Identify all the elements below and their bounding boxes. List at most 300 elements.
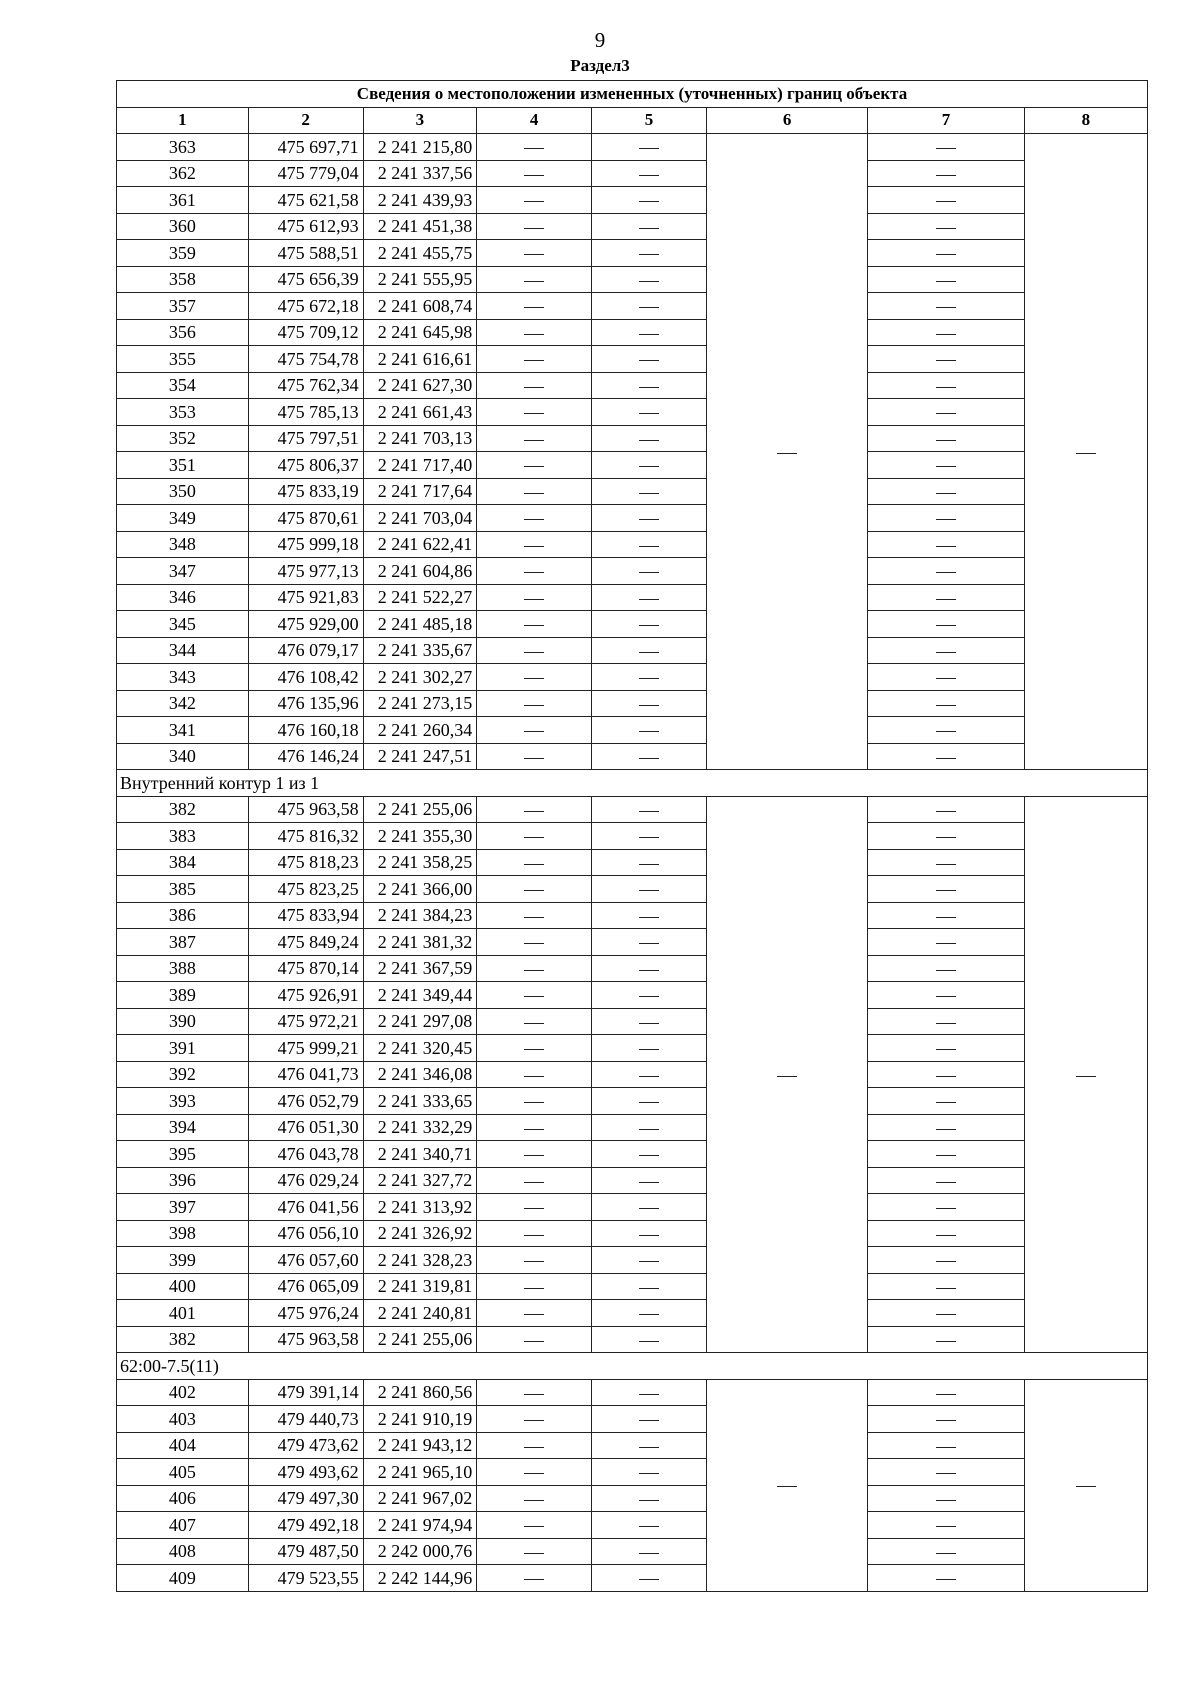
empty-value-cell <box>592 1512 707 1539</box>
empty-value-cell <box>868 1459 1024 1486</box>
empty-value-cell <box>592 929 707 956</box>
dash-mark <box>936 148 956 149</box>
empty-value-cell <box>477 796 592 823</box>
dash-mark <box>639 1208 659 1209</box>
dash-mark <box>936 1129 956 1130</box>
empty-value-cell <box>477 425 592 452</box>
coordinate-y: 2 241 328,23 <box>363 1247 477 1274</box>
table-row <box>117 346 1148 373</box>
empty-value-cell <box>477 1432 592 1459</box>
point-number: 408 <box>117 1538 249 1565</box>
coordinate-x: 479 523,55 <box>248 1565 363 1592</box>
dash-mark <box>936 546 956 547</box>
empty-value-cell <box>477 1194 592 1221</box>
coordinate-x: 475 797,51 <box>248 425 363 452</box>
point-number: 347 <box>117 558 249 585</box>
dash-mark <box>936 334 956 335</box>
coordinate-y: 2 241 381,32 <box>363 929 477 956</box>
dash-mark <box>639 413 659 414</box>
coordinate-x: 475 972,21 <box>248 1008 363 1035</box>
point-number: 386 <box>117 902 249 929</box>
point-number: 389 <box>117 982 249 1009</box>
empty-value-cell <box>592 319 707 346</box>
dash-mark <box>936 1076 956 1077</box>
table-row <box>117 240 1148 267</box>
dash-mark <box>524 254 544 255</box>
empty-value-cell <box>592 1538 707 1565</box>
coordinate-x: 475 929,00 <box>248 611 363 638</box>
dash-mark <box>524 599 544 600</box>
table-row <box>117 1300 1148 1327</box>
coordinate-x: 475 656,39 <box>248 266 363 293</box>
point-number: 346 <box>117 584 249 611</box>
dash-mark <box>936 705 956 706</box>
dash-mark <box>936 387 956 388</box>
coordinate-y: 2 241 366,00 <box>363 876 477 903</box>
dash-mark <box>524 996 544 997</box>
empty-value-cell <box>868 1326 1024 1353</box>
dash-mark <box>639 705 659 706</box>
empty-value-cell <box>868 1194 1024 1221</box>
coordinate-y: 2 241 485,18 <box>363 611 477 638</box>
table-row <box>117 531 1148 558</box>
table-row <box>117 637 1148 664</box>
dash-mark <box>524 943 544 944</box>
coordinate-x: 479 493,62 <box>248 1459 363 1486</box>
coordinate-x: 475 963,58 <box>248 796 363 823</box>
coordinate-x: 476 146,24 <box>248 743 363 770</box>
coordinate-y: 2 241 319,81 <box>363 1273 477 1300</box>
table-row <box>117 1035 1148 1062</box>
point-number: 394 <box>117 1114 249 1141</box>
dash-mark <box>524 546 544 547</box>
coordinate-y: 2 241 703,04 <box>363 505 477 532</box>
empty-value-cell <box>477 955 592 982</box>
coordinate-y: 2 241 645,98 <box>363 319 477 346</box>
empty-value-cell <box>592 717 707 744</box>
empty-value-cell <box>868 1300 1024 1327</box>
point-number: 340 <box>117 743 249 770</box>
dash-mark <box>936 1155 956 1156</box>
point-number: 392 <box>117 1061 249 1088</box>
empty-value-cell <box>592 584 707 611</box>
empty-value-cell <box>868 531 1024 558</box>
dash-mark <box>936 1341 956 1342</box>
coordinate-x: 479 497,30 <box>248 1485 363 1512</box>
empty-value-cell <box>592 796 707 823</box>
empty-value-cell <box>477 717 592 744</box>
empty-value-cell <box>477 1167 592 1194</box>
dash-mark <box>639 254 659 255</box>
dash-mark <box>639 599 659 600</box>
empty-value-cell <box>868 1008 1024 1035</box>
empty-value-cell <box>592 1326 707 1353</box>
coordinate-y: 2 241 965,10 <box>363 1459 477 1486</box>
dash-mark <box>524 387 544 388</box>
dash-mark <box>639 1182 659 1183</box>
coordinate-y: 2 242 000,76 <box>363 1538 477 1565</box>
coordinate-x: 479 492,18 <box>248 1512 363 1539</box>
empty-value-cell <box>592 611 707 638</box>
dash-mark <box>524 811 544 812</box>
table-row <box>117 293 1148 320</box>
empty-value-cell <box>592 531 707 558</box>
point-number: 387 <box>117 929 249 956</box>
dash-mark <box>639 175 659 176</box>
dash-mark <box>777 1486 797 1487</box>
empty-value-cell <box>477 1273 592 1300</box>
dash-mark <box>639 1235 659 1236</box>
empty-value-cell <box>868 240 1024 267</box>
dash-mark <box>639 864 659 865</box>
empty-value-cell <box>477 1114 592 1141</box>
point-number: 404 <box>117 1432 249 1459</box>
dash-mark <box>639 1553 659 1554</box>
coordinate-y: 2 241 910,19 <box>363 1406 477 1433</box>
empty-value-cell <box>592 1088 707 1115</box>
point-number: 348 <box>117 531 249 558</box>
dash-mark <box>639 970 659 971</box>
dash-mark <box>524 360 544 361</box>
dash-mark <box>936 1500 956 1501</box>
table-row <box>117 160 1148 187</box>
point-number: 341 <box>117 717 249 744</box>
coordinate-x: 476 108,42 <box>248 664 363 691</box>
coordinate-y: 2 241 215,80 <box>363 134 477 161</box>
coordinate-x: 476 079,17 <box>248 637 363 664</box>
point-number: 355 <box>117 346 249 373</box>
coordinate-x: 475 785,13 <box>248 399 363 426</box>
coordinate-y: 2 241 337,56 <box>363 160 477 187</box>
empty-value-cell <box>477 1008 592 1035</box>
empty-value-cell <box>592 399 707 426</box>
dash-mark <box>639 890 659 891</box>
dash-mark <box>524 1129 544 1130</box>
section-title: Раздел3 <box>570 56 630 75</box>
dash-mark <box>524 1049 544 1050</box>
coordinate-x: 475 999,21 <box>248 1035 363 1062</box>
table-row <box>117 1247 1148 1274</box>
coordinate-x: 475 818,23 <box>248 849 363 876</box>
coordinate-x: 475 762,34 <box>248 372 363 399</box>
dash-mark <box>639 1261 659 1262</box>
empty-value-cell <box>868 982 1024 1009</box>
dash-mark <box>639 1394 659 1395</box>
dash-mark <box>524 1208 544 1209</box>
point-number: 363 <box>117 134 249 161</box>
empty-value-cell <box>592 160 707 187</box>
empty-value-cell <box>868 823 1024 850</box>
coordinate-y: 2 241 522,27 <box>363 584 477 611</box>
table-row <box>117 823 1148 850</box>
empty-value-cell <box>477 160 592 187</box>
dash-mark <box>936 1553 956 1554</box>
empty-value-cell <box>592 849 707 876</box>
point-number: 403 <box>117 1406 249 1433</box>
dash-mark <box>936 413 956 414</box>
dash-mark <box>639 1155 659 1156</box>
coordinate-y: 2 241 627,30 <box>363 372 477 399</box>
empty-value-cell <box>477 399 592 426</box>
coordinate-x: 475 977,13 <box>248 558 363 585</box>
dash-mark <box>524 1288 544 1289</box>
empty-value-cell <box>592 1432 707 1459</box>
coordinate-y: 2 241 717,64 <box>363 478 477 505</box>
dash-mark <box>1076 453 1096 454</box>
column-number: 3 <box>363 107 477 134</box>
coordinate-x: 475 963,58 <box>248 1326 363 1353</box>
coordinate-y: 2 241 355,30 <box>363 823 477 850</box>
table-row <box>117 955 1148 982</box>
coordinate-x: 475 697,71 <box>248 134 363 161</box>
point-number: 382 <box>117 1326 249 1353</box>
empty-value-cell <box>868 1432 1024 1459</box>
dash-mark <box>936 890 956 891</box>
empty-value-cell <box>477 690 592 717</box>
empty-value-cell <box>868 796 1024 823</box>
dash-mark <box>936 811 956 812</box>
coordinate-x: 475 849,24 <box>248 929 363 956</box>
coordinate-y: 2 241 703,13 <box>363 425 477 452</box>
empty-value-cell <box>868 955 1024 982</box>
point-number: 397 <box>117 1194 249 1221</box>
dash-mark <box>936 837 956 838</box>
coordinate-y: 2 241 622,41 <box>363 531 477 558</box>
dash-mark <box>639 572 659 573</box>
table-body <box>117 134 1148 1592</box>
empty-value-cell <box>868 1485 1024 1512</box>
dash-mark <box>936 440 956 441</box>
empty-value-cell <box>592 505 707 532</box>
empty-value-cell <box>592 1008 707 1035</box>
empty-value-cell <box>592 1379 707 1406</box>
empty-value-cell <box>592 1459 707 1486</box>
table-row <box>117 1167 1148 1194</box>
empty-value-cell <box>868 558 1024 585</box>
point-number: 359 <box>117 240 249 267</box>
dash-mark <box>524 917 544 918</box>
coordinate-y: 2 241 255,06 <box>363 1326 477 1353</box>
coordinate-x: 475 870,14 <box>248 955 363 982</box>
empty-value-cell <box>868 1512 1024 1539</box>
coordinate-x: 479 391,14 <box>248 1379 363 1406</box>
coordinate-y: 2 241 333,65 <box>363 1088 477 1115</box>
empty-value-cell <box>868 1406 1024 1433</box>
boundary-coordinates-table <box>116 80 1148 1592</box>
point-number: 402 <box>117 1379 249 1406</box>
dash-mark <box>936 758 956 759</box>
table-row <box>117 319 1148 346</box>
table-row <box>117 1459 1148 1486</box>
empty-value-cell <box>477 1035 592 1062</box>
dash-mark <box>524 1473 544 1474</box>
table-row <box>117 1141 1148 1168</box>
column-number: 7 <box>868 107 1024 134</box>
dash-mark <box>936 360 956 361</box>
empty-value-cell <box>868 213 1024 240</box>
table-row <box>117 929 1148 956</box>
table-row <box>117 1512 1148 1539</box>
coordinate-y: 2 241 240,81 <box>363 1300 477 1327</box>
empty-value-cell <box>477 1141 592 1168</box>
dash-mark <box>639 758 659 759</box>
point-number: 405 <box>117 1459 249 1486</box>
dash-mark <box>524 466 544 467</box>
dash-mark <box>639 1500 659 1501</box>
empty-value-cell <box>477 1406 592 1433</box>
empty-value-cell <box>477 743 592 770</box>
table-row <box>117 478 1148 505</box>
table-row <box>117 1088 1148 1115</box>
point-number: 401 <box>117 1300 249 1327</box>
empty-value-cell <box>868 1379 1024 1406</box>
table-row <box>117 1194 1148 1221</box>
empty-value-cell <box>592 1194 707 1221</box>
dash-mark <box>936 1235 956 1236</box>
dash-mark <box>639 281 659 282</box>
table-caption: Сведения о местоположении измененных (уточненных) границ объекта <box>117 81 1148 108</box>
empty-value-cell <box>868 1088 1024 1115</box>
dash-mark <box>524 1102 544 1103</box>
coordinate-x: 476 029,24 <box>248 1167 363 1194</box>
empty-value-cell <box>868 1167 1024 1194</box>
dash-mark <box>639 387 659 388</box>
dash-mark <box>639 360 659 361</box>
coordinate-x: 475 833,19 <box>248 478 363 505</box>
point-number: 399 <box>117 1247 249 1274</box>
point-number: 390 <box>117 1008 249 1035</box>
coordinate-y: 2 241 967,02 <box>363 1485 477 1512</box>
point-number: 361 <box>117 187 249 214</box>
merged-empty-cell <box>706 796 868 1353</box>
coordinate-x: 475 921,83 <box>248 584 363 611</box>
empty-value-cell <box>868 478 1024 505</box>
point-number: 356 <box>117 319 249 346</box>
dash-mark <box>524 1500 544 1501</box>
coordinate-y: 2 241 367,59 <box>363 955 477 982</box>
merged-empty-cell <box>1024 1379 1147 1591</box>
empty-value-cell <box>592 213 707 240</box>
dash-mark <box>639 731 659 732</box>
dash-mark <box>639 678 659 679</box>
coordinate-x: 475 816,32 <box>248 823 363 850</box>
empty-value-cell <box>477 982 592 1009</box>
table-row <box>117 1008 1148 1035</box>
empty-value-cell <box>592 452 707 479</box>
table-row <box>117 1273 1148 1300</box>
empty-value-cell <box>592 293 707 320</box>
coordinate-x: 475 754,78 <box>248 346 363 373</box>
empty-value-cell <box>477 346 592 373</box>
dash-mark <box>639 201 659 202</box>
coordinate-y: 2 241 608,74 <box>363 293 477 320</box>
empty-value-cell <box>592 955 707 982</box>
dash-mark <box>936 652 956 653</box>
coordinate-y: 2 241 974,94 <box>363 1512 477 1539</box>
coordinate-y: 2 241 860,56 <box>363 1379 477 1406</box>
point-number: 344 <box>117 637 249 664</box>
table-row <box>117 134 1148 161</box>
coordinate-y: 2 241 616,61 <box>363 346 477 373</box>
empty-value-cell <box>868 425 1024 452</box>
dash-mark <box>639 1447 659 1448</box>
empty-value-cell <box>868 1273 1024 1300</box>
point-number: 342 <box>117 690 249 717</box>
dash-mark <box>936 970 956 971</box>
column-number: 6 <box>706 107 868 134</box>
dash-mark <box>639 943 659 944</box>
empty-value-cell <box>477 266 592 293</box>
dash-mark <box>1076 1076 1096 1077</box>
point-number: 409 <box>117 1565 249 1592</box>
merged-empty-cell <box>1024 796 1147 1353</box>
dash-mark <box>639 837 659 838</box>
dash-mark <box>524 758 544 759</box>
dash-mark <box>639 1023 659 1024</box>
empty-value-cell <box>592 637 707 664</box>
table-row <box>117 796 1148 823</box>
dash-mark <box>936 731 956 732</box>
empty-value-cell <box>868 505 1024 532</box>
dash-mark <box>639 466 659 467</box>
point-number: 357 <box>117 293 249 320</box>
empty-value-cell <box>868 849 1024 876</box>
coordinate-x: 475 976,24 <box>248 1300 363 1327</box>
dash-mark <box>936 201 956 202</box>
dash-mark <box>639 917 659 918</box>
table-row <box>117 743 1148 770</box>
coordinate-y: 2 241 260,34 <box>363 717 477 744</box>
empty-value-cell <box>477 1485 592 1512</box>
point-number: 350 <box>117 478 249 505</box>
dash-mark <box>639 334 659 335</box>
point-number: 352 <box>117 425 249 452</box>
empty-value-cell <box>477 1326 592 1353</box>
coordinate-y: 2 241 455,75 <box>363 240 477 267</box>
dash-mark <box>639 1129 659 1130</box>
dash-mark <box>524 1526 544 1527</box>
table-row <box>117 982 1148 1009</box>
dash-mark <box>524 890 544 891</box>
dash-mark <box>639 1473 659 1474</box>
dash-mark <box>524 705 544 706</box>
empty-value-cell <box>868 637 1024 664</box>
point-number: 351 <box>117 452 249 479</box>
dash-mark <box>777 453 797 454</box>
coordinate-x: 479 487,50 <box>248 1538 363 1565</box>
point-number: 353 <box>117 399 249 426</box>
dash-mark <box>524 1553 544 1554</box>
empty-value-cell <box>592 1114 707 1141</box>
coordinate-x: 476 051,30 <box>248 1114 363 1141</box>
empty-value-cell <box>592 478 707 505</box>
empty-value-cell <box>477 1379 592 1406</box>
table-row <box>117 452 1148 479</box>
coordinate-x: 476 041,56 <box>248 1194 363 1221</box>
group-header-row <box>117 770 1148 797</box>
empty-value-cell <box>868 1141 1024 1168</box>
merged-empty-cell <box>706 134 868 770</box>
dash-mark <box>1076 1486 1096 1487</box>
empty-value-cell <box>477 240 592 267</box>
empty-value-cell <box>868 611 1024 638</box>
coordinate-y: 2 241 661,43 <box>363 399 477 426</box>
dash-mark <box>936 1023 956 1024</box>
empty-value-cell <box>592 266 707 293</box>
point-number: 384 <box>117 849 249 876</box>
dash-mark <box>936 1049 956 1050</box>
dash-mark <box>639 1288 659 1289</box>
